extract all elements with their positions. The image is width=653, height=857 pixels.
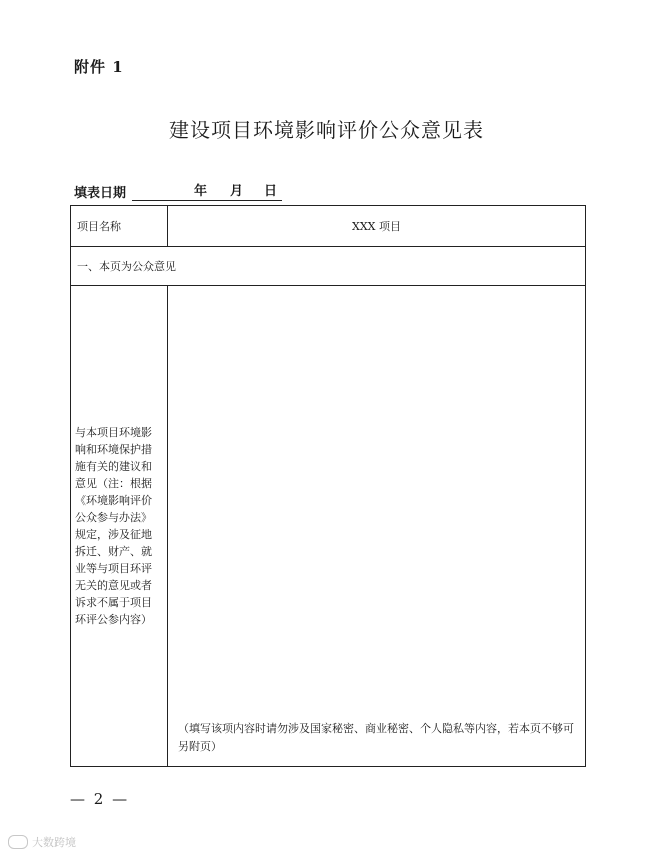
fill-date-label: 填表日期 [74, 186, 127, 201]
fill-date-row [74, 182, 282, 201]
section-header: 一、本页为公众意见 [71, 246, 585, 286]
opinion-note: （填写该项内容时请勿涉及国家秘密、商业秘密、个人隐私等内容，若本页不够可另附页） [178, 722, 574, 753]
project-name-value[interactable]: XXX 项目 [352, 220, 401, 233]
watermark-logo-icon [8, 835, 28, 849]
page-title: 建设项目环境影响评价公众意见表 [169, 118, 484, 142]
opinion-label-cell [71, 286, 168, 766]
opinion-input-area[interactable] [168, 286, 585, 766]
date-day-unit: 日 [264, 184, 278, 199]
page-number: — 2 — [70, 790, 130, 808]
opinion-form-table [70, 205, 586, 767]
opinion-label: 与本项目环境影响和环境保护措施有关的建议和意见（注：根据《环境影响评价公众参与办法》规定，涉及征地拆迁、财产、就业等与项目环评无关的意见或者诉求不属于项目环评公参内容） [75, 426, 152, 626]
project-name-label: 项目名称 [71, 206, 168, 246]
fill-date-field[interactable] [132, 184, 282, 201]
attachment-label: 附件 1 [74, 58, 124, 76]
project-name-row [71, 206, 585, 247]
watermark-text: 大数跨境 [32, 836, 76, 849]
date-month-unit: 月 [230, 184, 244, 199]
date-year-unit: 年 [194, 184, 208, 199]
watermark [8, 834, 76, 850]
